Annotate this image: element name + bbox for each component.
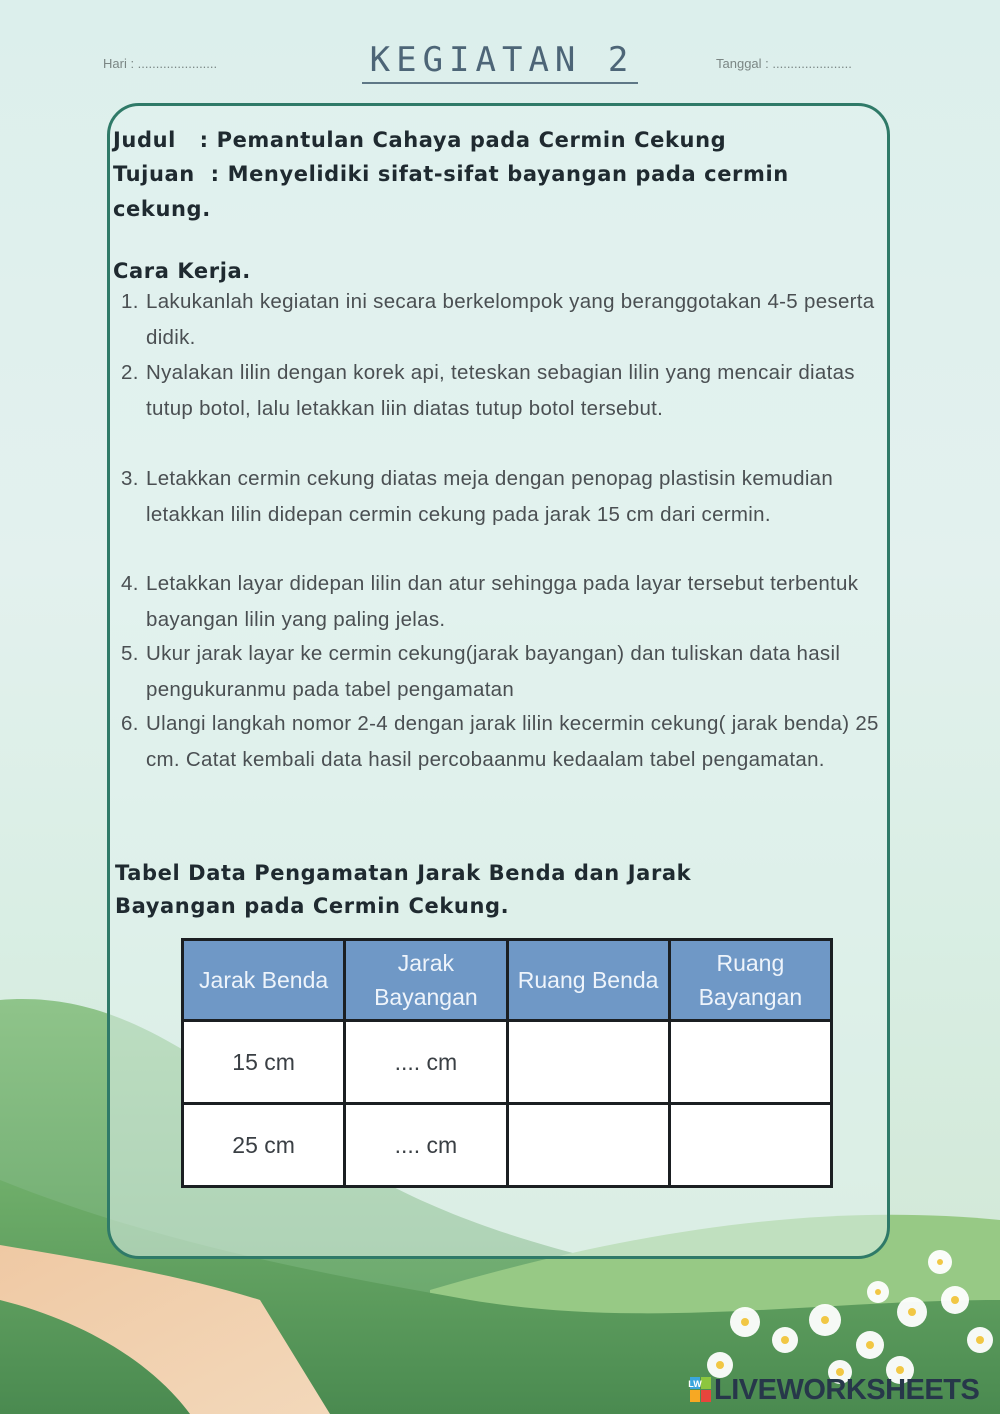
table-caption: Tabel Data Pengamatan Jarak Benda dan Jarak: [115, 861, 692, 885]
cell-jarak-benda: 25 cm: [183, 1104, 345, 1187]
tujuan-line: Tujuan : Menyelidiki sifat-sifat bayangan pada cermin: [113, 162, 789, 186]
badge-letter: LW: [688, 1379, 702, 1389]
step-4: [121, 566, 881, 637]
judul-line: Judul : Pemantulan Cahaya pada Cermin Cekung: [113, 128, 727, 152]
step-5: [121, 636, 881, 707]
cell-ruang-benda-input[interactable]: [507, 1021, 669, 1104]
cara-kerja-heading: Cara Kerja.: [113, 259, 251, 283]
liveworksheets-logo[interactable]: [690, 1372, 979, 1408]
header-ruang-benda: Ruang Benda: [507, 940, 669, 1021]
tanggal-label: Tanggal : ......................: [716, 56, 852, 71]
step-number: 5.: [121, 642, 139, 665]
observation-table: [181, 938, 833, 1188]
header-jarak-bayangan: Jarak Bayangan: [345, 940, 507, 1021]
table-row: [183, 1021, 832, 1104]
step-number: 4.: [121, 572, 139, 595]
header-jarak-benda: Jarak Benda: [183, 940, 345, 1021]
table-row: [183, 1104, 832, 1187]
tujuan-line-continued: cekung.: [113, 197, 211, 221]
step-text: Nyalakan lilin dengan korek api, teteskan sebagian lilin yang mencair diatas tutup botol, lalu letakkan liin diatas tutup botol tersebut.: [146, 361, 855, 420]
header-ruang-bayangan: Ruang Bayangan: [669, 940, 831, 1021]
cell-jarak-bayangan-input[interactable]: .... cm: [345, 1104, 507, 1187]
cell-ruang-benda-input[interactable]: [507, 1104, 669, 1187]
page-title-text: KEGIATAN 2: [362, 40, 639, 84]
cell-ruang-bayangan-input[interactable]: [669, 1104, 831, 1187]
liveworksheets-logo-text: LIVEWORKSHEETS: [714, 1373, 980, 1406]
step-text: Letakkan cermin cekung diatas meja dengan penopag plastisin kemudian letakkan lilin didepan cermin cekung pada jarak 15 cm dari cermin.: [146, 467, 834, 526]
step-number: 1.: [121, 290, 139, 313]
hari-label: Hari : ......................: [103, 56, 218, 71]
table-header-row: [183, 940, 832, 1021]
table-caption-continued: Bayangan pada Cermin Cekung.: [115, 894, 510, 918]
step-6: [121, 706, 881, 777]
step-text: Ulangi langkah nomor 2-4 dengan jarak lilin kecermin cekung( jarak benda) 25 cm. Catat kembali data hasil percobaanmu kedaalam tabel pengamatan.: [146, 712, 879, 771]
step-number: 2.: [121, 361, 139, 384]
step-text: Ukur jarak layar ke cermin cekung(jarak bayangan) dan tuliskan data hasil pengukuranmu pada tabel pengamatan: [146, 642, 841, 701]
step-1: [121, 284, 881, 355]
step-text: Lakukanlah kegiatan ini secara berkelompok yang beranggotakan 4-5 peserta didik.: [146, 290, 875, 349]
cell-ruang-bayangan-input[interactable]: [669, 1021, 831, 1104]
step-3: [121, 461, 881, 532]
step-text: Letakkan layar didepan lilin dan atur sehingga pada layar tersebut terbentuk bayangan lilin yang paling jelas.: [146, 572, 859, 631]
liveworksheets-badge-icon: [690, 1377, 712, 1403]
step-2: [121, 355, 881, 426]
cell-jarak-benda: 15 cm: [183, 1021, 345, 1104]
step-number: 3.: [121, 467, 139, 490]
cell-jarak-bayangan-input[interactable]: .... cm: [345, 1021, 507, 1104]
step-number: 6.: [121, 712, 139, 735]
